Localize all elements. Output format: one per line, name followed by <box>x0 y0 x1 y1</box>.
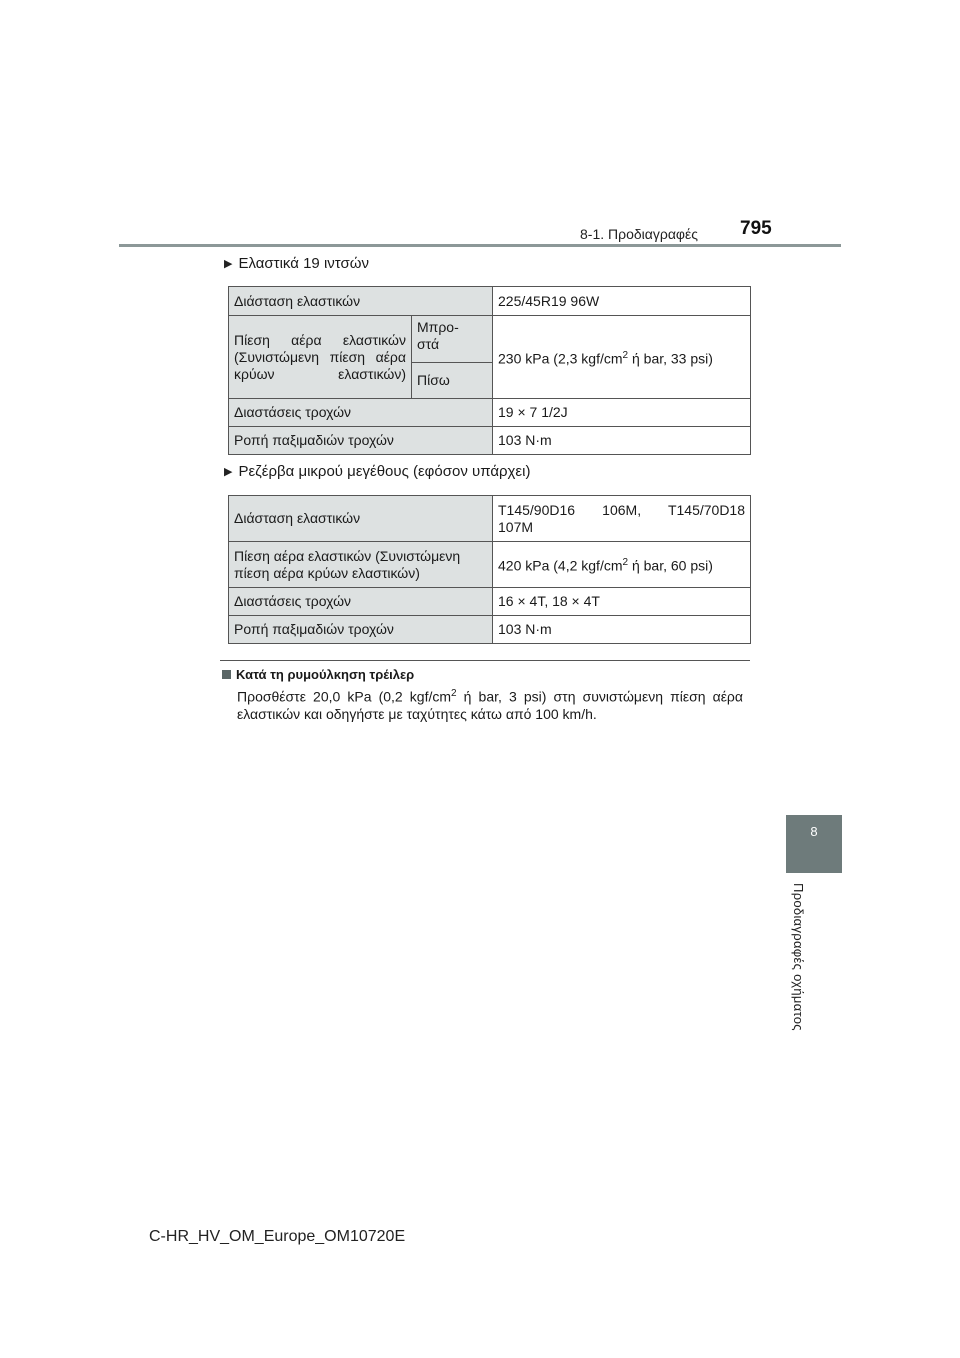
note-divider <box>220 660 750 661</box>
pressure-label: Πίεση αέρα ελαστικών (Συνιστώμενη πίεση αέρα κρύων ελαστικών) <box>229 316 412 399</box>
torque-value: 103 N·m <box>493 616 751 644</box>
wheel-size-label: Διαστάσεις τροχών <box>229 399 493 427</box>
chapter-number: 8 <box>810 824 818 839</box>
rear-label: Πίσω <box>412 363 493 399</box>
note-body <box>237 685 743 723</box>
torque-label: Ροπή παξιμαδιών τροχών <box>229 427 493 455</box>
note-heading <box>222 667 414 682</box>
note-title: Κατά τη ρυμούλκηση τρέιλερ <box>236 667 415 682</box>
note-body-sup: 2 <box>451 688 457 699</box>
pressure-value <box>493 542 751 588</box>
front-label <box>412 316 493 363</box>
table-row <box>229 399 751 427</box>
page-number: 795 <box>740 218 772 239</box>
table-row <box>229 588 751 616</box>
triangle-bullet-icon: ▶ <box>224 258 233 270</box>
triangle-bullet-icon: ▶ <box>224 466 233 478</box>
pressure-label: Πίεση αέρα ελαστικών (Συνιστώμενη πίεση αέρα κρύων ελαστικών) <box>229 542 493 588</box>
table-row <box>229 616 751 644</box>
table-row <box>229 287 751 316</box>
note-body-rest: ή bar, 3 psi) στη συνιστώμενη πίεση αέρα ελαστικών και οδηγήστε με ταχύτητες κάτω από 100 km/h. <box>237 688 743 722</box>
tire-size-label: Διάσταση ελαστικών <box>229 496 493 542</box>
tire-size-label: Διάσταση ελαστικών <box>229 287 493 316</box>
pressure-value-rest: ή bar, 33 psi) <box>628 350 713 367</box>
square-bullet-icon <box>222 670 231 679</box>
section-title: 8-1. Προδιαγραφές <box>580 226 698 242</box>
section-heading-text: Ρεζέρβα μικρού μεγέθους (εφόσον υπάρχει) <box>238 463 531 480</box>
wheel-size-value: 16 × 4T, 18 × 4T <box>493 588 751 616</box>
pressure-value-sup: 2 <box>622 557 629 569</box>
wheel-size-label: Διαστάσεις τροχών <box>229 588 493 616</box>
pressure-value-rest: ή bar, 60 psi) <box>628 557 713 574</box>
section-heading-19-inch <box>224 255 369 272</box>
front-label-line1: Μπρο- <box>417 319 459 335</box>
tire-size-value <box>493 496 751 542</box>
table-row <box>229 427 751 455</box>
front-label-line2: στά <box>417 336 440 352</box>
section-heading-spare <box>224 463 530 480</box>
torque-value: 103 N·m <box>493 427 751 455</box>
chapter-label: Προδιαγραφές οχήματος <box>791 883 806 1031</box>
table-row <box>229 316 751 363</box>
torque-label: Ροπή παξιμαδιών τροχών <box>229 616 493 644</box>
spec-table-spare <box>228 495 751 644</box>
tire-size-value-line2: 107M <box>498 518 534 535</box>
pressure-value-sup: 2 <box>622 349 629 361</box>
spec-table-19-inch <box>228 286 751 455</box>
tire-size-value-line1: T145/90D16 106M, T145/70D18 <box>498 501 745 518</box>
tire-size-value: 225/45R19 96W <box>493 287 751 316</box>
table-row <box>229 542 751 588</box>
table-row <box>229 496 751 542</box>
document-code: C-HR_HV_OM_Europe_OM10720E <box>149 1228 406 1245</box>
note-body-main: Προσθέστε 20,0 kPa (0,2 kgf/cm <box>237 688 452 705</box>
pressure-value-main: 420 kPa (4,2 kgf/cm <box>498 557 623 574</box>
section-heading-text: Ελαστικά 19 ιντσών <box>238 255 369 272</box>
header-divider <box>119 244 841 247</box>
pressure-value <box>493 316 751 399</box>
pressure-value-main: 230 kPa (2,3 kgf/cm <box>498 350 623 367</box>
wheel-size-value: 19 × 7 1/2J <box>493 399 751 427</box>
